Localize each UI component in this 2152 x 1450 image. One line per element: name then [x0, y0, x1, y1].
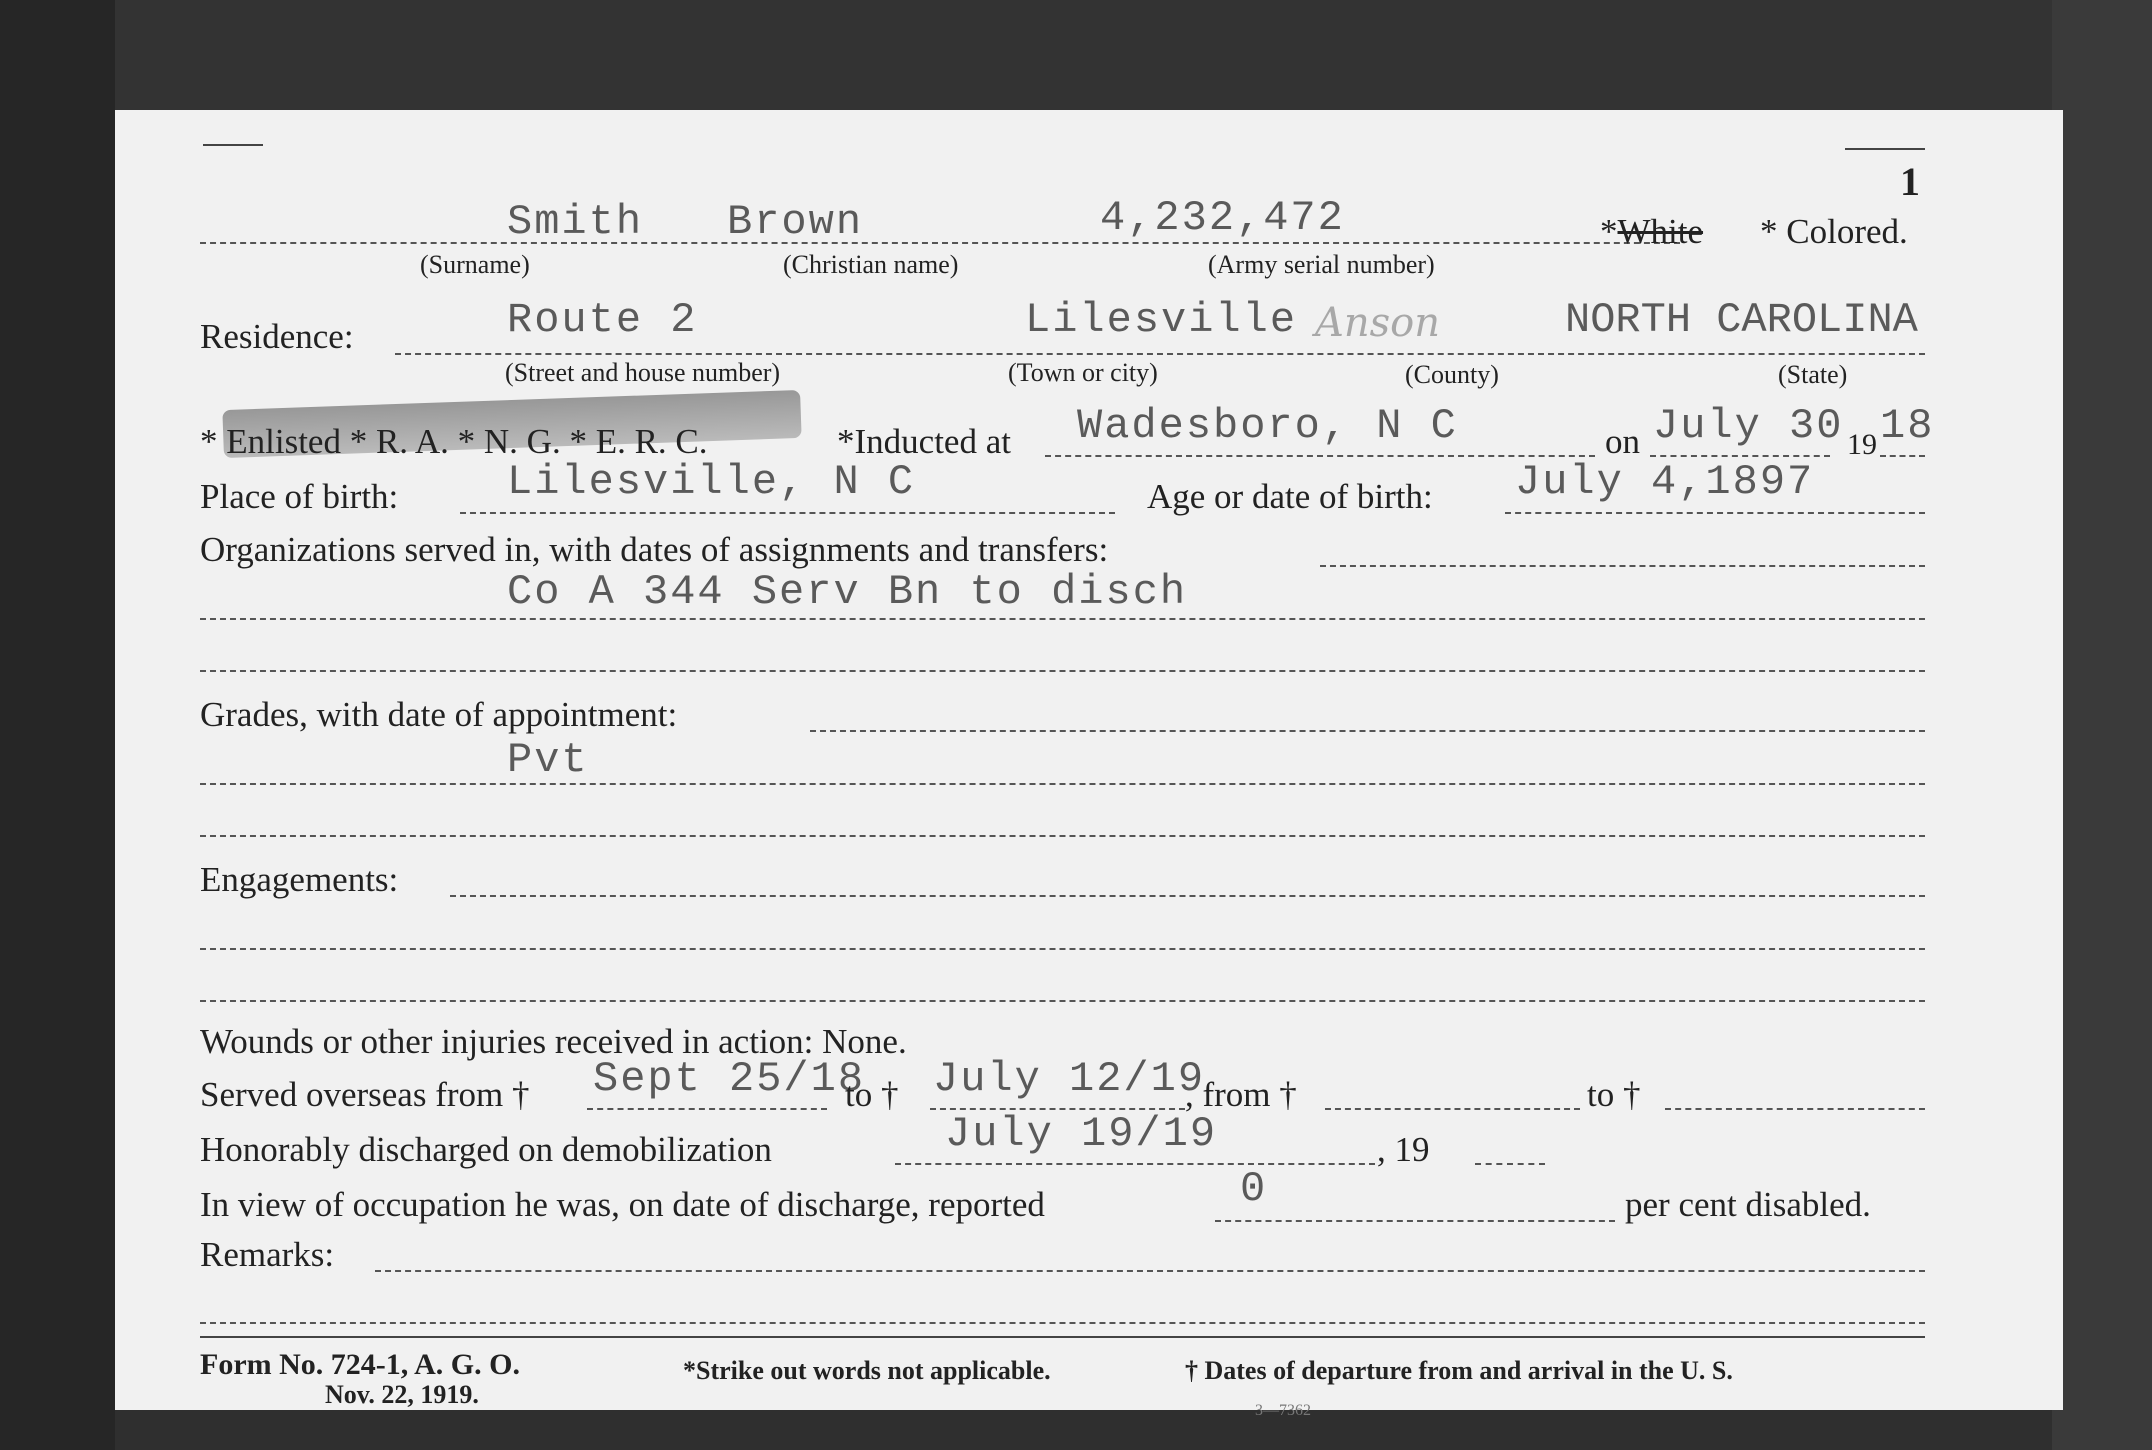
- grades-label: Grades, with date of appointment:: [200, 695, 678, 734]
- corner-number: 1: [1900, 159, 1920, 204]
- state-value: NORTH CAROLINA: [1565, 296, 1918, 344]
- race-white: [1600, 212, 1703, 252]
- on-label: on: [1605, 422, 1640, 461]
- place-of-birth-line: [460, 512, 1115, 514]
- induction-year-suffix: 18: [1880, 402, 1935, 450]
- county-value: Anson: [1315, 300, 1441, 346]
- scan-background-left: [0, 0, 115, 1450]
- organizations-line-3: [200, 670, 1925, 672]
- disability-line: [1215, 1220, 1615, 1222]
- grades-line-3: [200, 835, 1925, 837]
- overseas-from-value: Sept 25/18: [593, 1055, 866, 1103]
- remarks-label: Remarks:: [200, 1235, 335, 1274]
- town-value: Lilesville: [1025, 296, 1298, 344]
- overseas-from-line: [587, 1108, 827, 1110]
- overseas-to-label: to †: [845, 1075, 899, 1114]
- form-number: Form No. 724-1, A. G. O.: [200, 1348, 520, 1381]
- wounds-label: Wounds or other injuries received in action: None.: [200, 1022, 907, 1061]
- surname-value: Smith: [507, 198, 644, 246]
- engagements-line-1: [450, 895, 1925, 897]
- overseas-to2-line: [1665, 1108, 1925, 1110]
- occupation-label: In view of occupation he was, on date of discharge, reported: [200, 1185, 1045, 1224]
- serial-number-value: 4,232,472: [1100, 194, 1345, 242]
- town-label: (Town or city): [1008, 358, 1158, 387]
- grades-line-2: [200, 783, 1925, 785]
- discharged-label: Honorably discharged on demobilization: [200, 1130, 772, 1169]
- christian-name-value: Brown: [727, 198, 864, 246]
- place-of-birth-value: Lilesville, N C: [507, 458, 916, 506]
- grades-value: Pvt: [507, 736, 589, 784]
- induction-date-value: July 30: [1653, 402, 1844, 450]
- street-label: (Street and house number): [505, 358, 781, 387]
- per-cent-label: per cent disabled.: [1625, 1185, 1871, 1224]
- discharge-year-label: , 19: [1377, 1130, 1430, 1169]
- dates-note: † Dates of departure from and arrival in the U. S.: [1185, 1356, 1733, 1385]
- served-overseas-label: Served overseas from †: [200, 1075, 530, 1114]
- christian-name-label: (Christian name): [783, 250, 959, 279]
- engagements-line-3: [200, 1000, 1925, 1002]
- race-white-label: White: [1617, 212, 1704, 251]
- corner-rule-left: [203, 144, 263, 146]
- birth-date-line: [1505, 512, 1925, 514]
- form-date: Nov. 22, 1919.: [325, 1380, 479, 1409]
- year-prefix: 19: [1847, 428, 1877, 461]
- footer-rule: [200, 1336, 1925, 1338]
- overseas-from2-line: [1325, 1108, 1580, 1110]
- overseas-to2-label: to †: [1587, 1075, 1641, 1114]
- race-colored: [1760, 212, 1908, 252]
- corner-rule-right: [1845, 148, 1925, 150]
- birth-date-value: July 4,1897: [1515, 458, 1815, 506]
- disability-value: 0: [1240, 1165, 1268, 1213]
- induction-date-line: [1650, 455, 1830, 457]
- discharge-date-line: [895, 1163, 1375, 1165]
- engagements-label: Engagements:: [200, 860, 399, 899]
- induction-place-value: Wadesboro, N C: [1077, 402, 1458, 450]
- strike-note: *Strike out words not applicable.: [683, 1356, 1051, 1385]
- race-star: *: [1760, 212, 1778, 251]
- service-record-card: [115, 110, 2063, 1419]
- organizations-label: Organizations served in, with dates of assignments and transfers:: [200, 530, 1109, 569]
- grades-line-1: [810, 730, 1925, 732]
- scan-background-right: [2052, 0, 2152, 1450]
- surname-label: (Surname): [420, 250, 530, 279]
- enlisted-options: * Enlisted * R. A. * N. G. * E. R. C.: [200, 422, 708, 461]
- residence-label: Residence:: [200, 317, 354, 356]
- state-label: (State): [1778, 360, 1848, 389]
- name-line: [200, 242, 1680, 244]
- discharge-date-value: July 19/19: [945, 1110, 1218, 1158]
- serial-number-label: (Army serial number): [1208, 250, 1435, 279]
- race-star: *: [1600, 212, 1618, 251]
- place-of-birth-label: Place of birth:: [200, 477, 399, 516]
- organizations-line-2: [200, 618, 1925, 620]
- year-line: [1880, 455, 1925, 457]
- overseas-to-value: July 12/19: [933, 1055, 1206, 1103]
- street-value: Route 2: [507, 296, 698, 344]
- race-colored-label: Colored.: [1786, 212, 1908, 251]
- inducted-place-line: [1045, 455, 1595, 457]
- organizations-value: Co A 344 Serv Bn to disch: [507, 568, 1188, 616]
- organizations-line-1: [1320, 565, 1925, 567]
- discharge-year-line: [1475, 1163, 1545, 1165]
- remarks-line-2: [200, 1322, 1925, 1324]
- scan-background-top: [0, 0, 2152, 110]
- age-label: Age or date of birth:: [1147, 477, 1433, 516]
- remarks-line-1: [375, 1270, 1925, 1272]
- inducted-at-label: *Inducted at: [837, 422, 1011, 461]
- print-code: 3—7362: [1255, 1402, 1311, 1419]
- county-label: (County): [1405, 360, 1499, 389]
- residence-line: [395, 353, 1925, 355]
- engagements-line-2: [200, 948, 1925, 950]
- overseas-from2-label: , from †: [1185, 1075, 1297, 1114]
